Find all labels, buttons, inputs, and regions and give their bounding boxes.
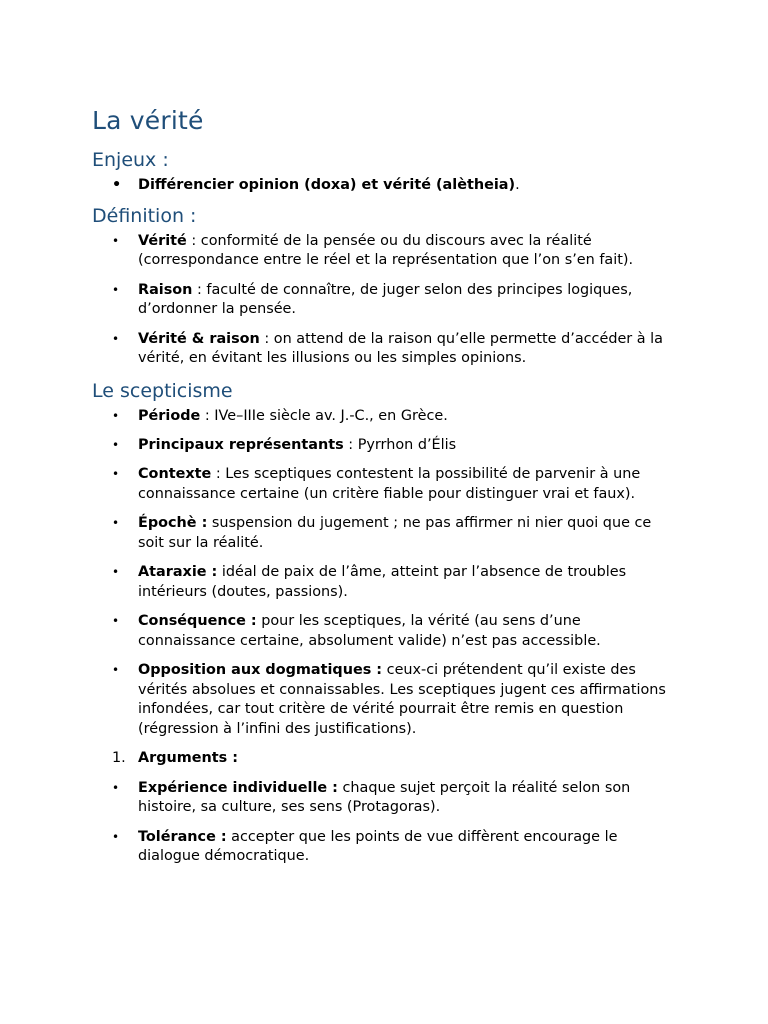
document-title: La vérité bbox=[92, 106, 204, 135]
list-item bbox=[92, 563, 678, 602]
item-text: chaque sujet perçoit la réalité selon son histoire, sa culture, ses sens (Protagoras). bbox=[138, 779, 631, 816]
bullet-icon: • bbox=[112, 565, 120, 580]
bullet-icon: • bbox=[112, 331, 120, 346]
item-text: idéal de paix de l’âme, atteint par l’absence de troubles intérieurs (doutes, passions). bbox=[138, 564, 627, 600]
item-term: Principaux représentants bbox=[138, 436, 344, 453]
item-term: Arguments : bbox=[138, 750, 238, 767]
item-text: : on attend de la raison qu’elle permette d’accéder à la vérité, en évitant les illusions ou les simples opinions. bbox=[138, 330, 664, 367]
bullet-icon: • bbox=[112, 177, 122, 193]
item-term: Raison bbox=[138, 281, 193, 298]
heading-definition: Définition : bbox=[92, 204, 197, 227]
bullet-icon: • bbox=[112, 408, 120, 423]
numbered-list-item bbox=[92, 749, 678, 769]
item-text: : IVe–IIIe siècle av. J.-C., en Grèce. bbox=[200, 407, 448, 424]
item-term: Période bbox=[138, 407, 201, 424]
item-text: : conformité de la pensée ou du discours avec la réalité (correspondance entre le réel et la représentation que l’on s’en fait). bbox=[138, 232, 634, 269]
item-term: Ataraxie : bbox=[138, 564, 218, 581]
list-item bbox=[92, 436, 678, 456]
bullet-icon: • bbox=[112, 467, 120, 482]
item-term: Expérience individuelle : bbox=[138, 779, 338, 796]
item-term: Épochè : bbox=[138, 515, 208, 532]
item-term: Différencier opinion (doxa) et vérité (alètheia) bbox=[138, 177, 516, 193]
list-item bbox=[92, 828, 678, 867]
item-text: : faculté de connaître, de juger selon des principes logiques, d’ordonner la pensée. bbox=[138, 281, 633, 318]
bullet-icon: • bbox=[112, 437, 120, 452]
item-text: accepter que les points de vue diffèrent encourage le dialogue démocratique. bbox=[138, 828, 618, 865]
item-text: . bbox=[515, 177, 520, 193]
list-item bbox=[92, 661, 678, 739]
list-item bbox=[92, 232, 678, 271]
bullet-icon: • bbox=[112, 663, 120, 678]
list-item bbox=[92, 612, 678, 651]
item-term: Contexte bbox=[138, 466, 212, 483]
item-term: Vérité & raison bbox=[138, 330, 260, 347]
heading-scepticisme: Le scepticisme bbox=[92, 379, 233, 402]
list-item bbox=[92, 176, 678, 196]
heading-enjeux: Enjeux : bbox=[92, 149, 169, 171]
list-item bbox=[92, 281, 678, 320]
list-item bbox=[92, 465, 678, 504]
item-text: suspension du jugement ; ne pas affirmer ni nier quoi que ce soit sur la réalité. bbox=[138, 515, 652, 551]
item-text: : Pyrrhon d’Élis bbox=[343, 436, 457, 453]
item-text: ceux-ci prétendent qu’il existe des vérités absolues et connaissables. Les sceptiques jugent ces affirmations infondées, car tout critère de vérité pourrait être remis en question (régression à l’infini des justifications). bbox=[138, 662, 666, 738]
item-term: Tolérance : bbox=[138, 828, 227, 845]
bullet-icon: • bbox=[112, 614, 120, 629]
definition-list bbox=[92, 232, 678, 369]
bullet-icon: • bbox=[112, 233, 120, 248]
list-item bbox=[92, 407, 678, 427]
list-item bbox=[92, 514, 678, 553]
list-item bbox=[92, 779, 678, 818]
list-number: 1. bbox=[112, 750, 126, 767]
item-term: Conséquence : bbox=[138, 613, 257, 630]
item-text: pour les sceptiques, la vérité (au sens d’une connaissance certaine, absolument valide) n’est pas accessible. bbox=[138, 613, 601, 649]
bullet-icon: • bbox=[112, 780, 120, 795]
enjeux-list bbox=[92, 176, 678, 196]
item-term: Vérité bbox=[138, 232, 187, 249]
list-item bbox=[92, 330, 678, 369]
item-term: Opposition aux dogmatiques : bbox=[138, 662, 383, 679]
bullet-icon: • bbox=[112, 282, 120, 297]
bullet-icon: • bbox=[112, 829, 120, 844]
scepticisme-list bbox=[92, 407, 678, 867]
item-text: : Les sceptiques contestent la possibilité de parvenir à une connaissance certaine (un critère fiable pour distinguer vrai et faux). bbox=[138, 466, 641, 502]
bullet-icon: • bbox=[112, 516, 120, 531]
